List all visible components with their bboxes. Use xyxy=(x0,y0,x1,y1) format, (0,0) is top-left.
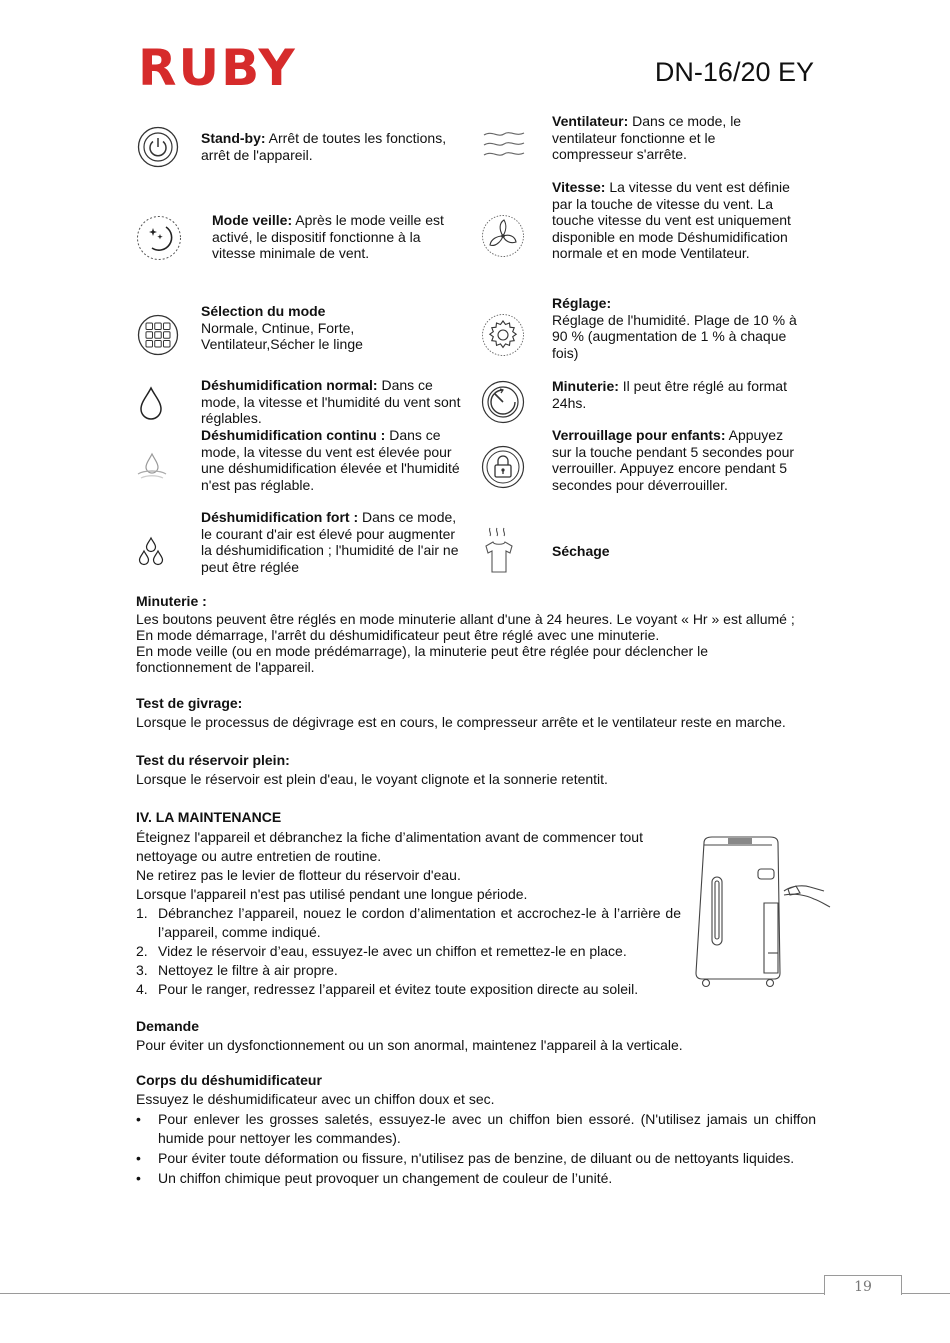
dehum-fort-description: Déshumidification fort : Dans ce mode, le courant d'air est élevé pour augmenter la déshumidification ; l'humidité de l'air ne peut être réglée xyxy=(201,509,459,575)
list-item: 4. Pour le ranger, redressez l’appareil et évitez toute exposition directe au soleil. xyxy=(136,981,639,997)
mode-description: Sélection du mode Normale, Cntinue, Forte, Ventilateur,Sécher le linge xyxy=(201,303,363,352)
vitesse-description: Vitesse: La vitesse du vent est définie par la touche de vitesse du vent. La touche vitesse du vent est uniquement disponible en mode Déshumidification normale et en mode Ventilateur. xyxy=(552,179,791,261)
maintenance-steps xyxy=(136,904,681,999)
gear-icon xyxy=(481,313,525,357)
dehumidifier-illustration xyxy=(692,833,837,995)
corps-bullets xyxy=(136,1110,816,1189)
droplet-icon xyxy=(139,386,163,420)
shirt-steam-icon xyxy=(483,526,515,576)
corps-heading: Corps du déshumidificateur xyxy=(136,1072,322,1088)
minuterie-body: Les boutons peuvent être réglés en mode minuterie allant d'une à 24 heures. Le voyant « Hr » est allumé ; En mode démarrage, l'arrêt du déshumidificateur peut être réglé avec une minuterie. En mode veille (ou en mode prédémarrage), la minuterie peut être réglée pour déclencher le fonctionnement de l'appareil. xyxy=(136,611,795,675)
list-item: • Un chiffon chimique peut provoquer un changement de couleur de l’unité. xyxy=(136,1169,816,1188)
demande-body: Pour éviter un dysfonctionnement ou un son anormal, maintenez l'appareil à la verticale. xyxy=(136,1037,683,1053)
brand-logo: RUBY xyxy=(138,39,297,97)
dehum-normal-description: Déshumidification normal: Dans ce mode, la vitesse et l'humidité du vent sont réglables. xyxy=(201,377,461,426)
mode-grid-icon xyxy=(137,314,179,356)
ventilateur-description: Ventilateur: Dans ce mode, le ventilateur fonctionne et le compresseur s'arrête. xyxy=(552,113,742,162)
demande-heading: Demande xyxy=(136,1018,200,1034)
sechage-label: Séchage xyxy=(552,543,610,559)
list-item: • Pour éviter toute déformation ou fissure, n'utilisez pas de benzine, de diluant ou de nettoyants liquides. xyxy=(136,1149,816,1168)
verrouillage-description: Verrouillage pour enfants: Appuyez sur la touche pendant 5 secondes pour verrouiller. Appuyez encore pendant 5 secondes pour déverrouiller. xyxy=(552,427,795,493)
givrage-heading: Test de givrage: xyxy=(136,695,243,711)
reglage-description: Réglage: Réglage de l'humidité. Plage de 10 % à 90 % (augmentation de 1 % à chaque fois) xyxy=(552,295,797,361)
moon-stars-icon xyxy=(136,215,182,261)
list-item: 1. Débranchez l’appareil, nouez le cordon d’alimentation et accrochez-le à l’arrière de l’appareil, comme indiqué. xyxy=(136,905,681,940)
three-drops-icon xyxy=(137,536,165,568)
list-item: • Pour enlever les grosses saletés, essuyez-le avec un chiffon bien essoré. (N'utilisez jamais un chiffon humide pour nettoyer les commandes). xyxy=(136,1110,816,1148)
list-item: 3. Nettoyez le filtre à air propre. xyxy=(136,962,338,978)
reservoir-body: Lorsque le réservoir est plein d'eau, le voyant clignote et la sonnerie retentit. xyxy=(136,771,608,787)
dehum-continu-description: Déshumidification continu : Dans ce mode, la vitesse du vent est élevée pour une déshumidification élevée et l'humidité n'est pas réglable. xyxy=(201,427,460,493)
page-number: 19 xyxy=(824,1275,902,1295)
model-number: DN-16/20 EY xyxy=(654,57,814,87)
standby-description: Stand-by: Arrêt de toutes les fonctions, arrêt de l'appareil. xyxy=(201,130,447,163)
minuterie-heading: Minuterie : xyxy=(136,593,207,609)
corps-intro: Essuyez le déshumidificateur avec un chiffon doux et sec. xyxy=(136,1091,495,1107)
sleep-description: Mode veille: Après le mode veille est activé, le dispositif fonctionne à la vitesse minimale de vent. xyxy=(212,212,444,261)
lock-icon xyxy=(481,445,525,489)
maintenance-body: Éteignez l'appareil et débranchez la fiche d’alimentation avant de commencer tout nettoyage ou autre entretien de routine. Ne retirez pas le levier de flotteur du réservoir d'eau. Lorsque l'appareil n'est pas utilisé pendant une longue période. 1. Débranchez l’appareil, nouez le cordon d’alimentation et accrochez-le à l’arrière de l’appareil, comme indiqué. 2. Videz le réservoir d’eau, essuyez-le avec un chiffon et remettez-le en place. 3. Nettoyez le filtre à air propre. 4. Pour le ranger, redressez l’appareil et évitez toute exposition directe au soleil. xyxy=(136,829,681,997)
wind-waves-icon xyxy=(482,128,526,162)
givrage-body: Lorsque le processus de dégivrage est en cours, le compresseur arrête et le ventilateur reste en marche. xyxy=(136,714,786,730)
footer-divider xyxy=(0,1293,950,1294)
timer-icon xyxy=(481,380,525,424)
list-item: 2. Videz le réservoir d’eau, essuyez-le avec un chiffon et remettez-le en place. xyxy=(136,943,627,959)
droplet-wave-icon xyxy=(135,450,169,484)
reservoir-heading: Test du réservoir plein: xyxy=(136,752,290,768)
fan-icon xyxy=(481,214,525,258)
power-icon xyxy=(137,126,179,168)
maintenance-heading: IV. LA MAINTENANCE xyxy=(136,809,282,825)
minuterie-description: Minuterie: Il peut être réglé au format 24hs. xyxy=(552,378,787,411)
